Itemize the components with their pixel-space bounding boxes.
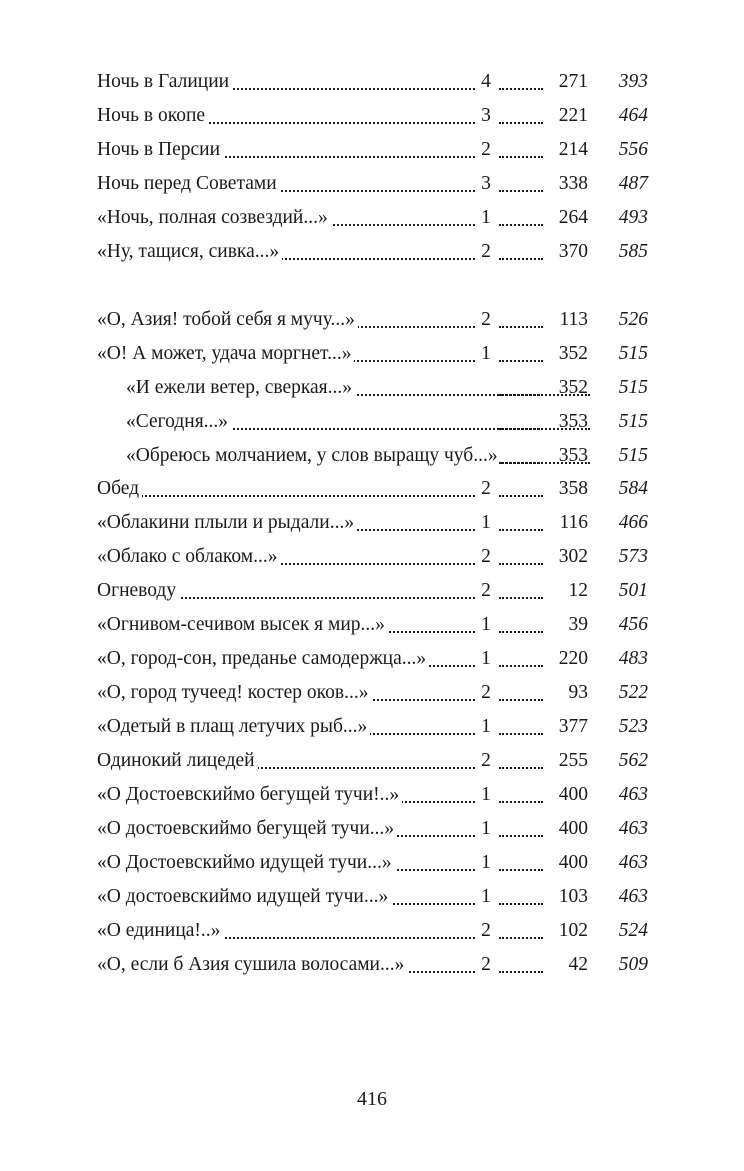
dot-leader [499, 190, 543, 192]
dot-leader [499, 597, 543, 599]
dot-leader [499, 529, 543, 531]
entry-page: 264 [558, 206, 588, 228]
entry-comment-page: 515 [618, 342, 648, 364]
dot-leader [499, 835, 543, 837]
dot-leader [499, 156, 543, 158]
entry-title: «О! А может, удача моргнет...» [97, 343, 354, 364]
entry-comment-page: 456 [618, 614, 648, 636]
dot-leader [499, 903, 543, 905]
entry-comment-page: 584 [618, 478, 648, 500]
entry-title: «Ночь, полная созвездий...» [97, 207, 331, 228]
entry-page: 220 [558, 648, 588, 670]
entry-volume: 2 [477, 914, 495, 948]
entry-page: 271 [558, 71, 588, 92]
entry-volume: 2 [477, 574, 495, 608]
index-entry [0, 846, 744, 880]
index-entry [0, 880, 744, 914]
entry-comment-page: 515 [618, 410, 648, 432]
entry-comment-page: 524 [618, 919, 648, 941]
entry-page: 12 [568, 580, 588, 602]
entry-title: Одинокий лицедей [97, 750, 258, 771]
page-number: 416 [357, 1088, 387, 1110]
index-entry [0, 303, 744, 337]
index-entry [0, 778, 744, 812]
dot-leader [499, 869, 543, 871]
entry-title: «Облако с облаком...» [97, 546, 280, 567]
entry-volume: 1 [477, 778, 495, 812]
dot-leader [499, 428, 543, 430]
entry-title: «Облакини плыли и рыдали...» [97, 512, 357, 533]
index-entry [0, 99, 744, 133]
entry-comment-page: 463 [618, 817, 648, 839]
dot-leader [499, 224, 543, 226]
entry-comment-page: 466 [618, 512, 648, 534]
entry-comment-page: 464 [618, 104, 648, 126]
entry-comment-page: 493 [618, 206, 648, 228]
dot-leader [499, 495, 543, 497]
dot-leader [499, 665, 543, 667]
index-entry [0, 65, 744, 99]
entry-title: «О, если б Азия сушила волосами...» [97, 954, 407, 975]
index-entry [0, 574, 744, 608]
entry-page: 113 [559, 308, 588, 330]
entry-title: Ночь в окопе [97, 105, 208, 126]
entry-page: 116 [559, 512, 588, 534]
entry-volume: 1 [477, 880, 495, 914]
entry-title: «Обреюсь молчанием, у слов выращу чуб...» [126, 445, 501, 466]
entry-title: «И ежели ветер, сверкая...» [126, 377, 355, 398]
entry-page: 352 [558, 342, 588, 364]
entry-title: «О достоевскиймо бегущей тучи...» [97, 818, 397, 839]
index-entry [0, 608, 744, 642]
entry-title: «Одетый в плащ летучих рыб...» [97, 716, 370, 737]
entry-volume: 3 [477, 167, 495, 201]
entry-title: Ночь перед Советами [97, 173, 280, 194]
entry-comment-page: 393 [618, 71, 648, 92]
index-entry [0, 235, 744, 269]
entry-volume: 1 [477, 812, 495, 846]
index-entry [0, 744, 744, 778]
entry-page: 221 [558, 104, 588, 126]
index-entry [0, 812, 744, 846]
index-entry [0, 914, 744, 948]
entry-title: «Огнивом-сечивом высек я мир...» [97, 614, 388, 635]
index-entry [0, 472, 744, 506]
entry-title: «Ну, тащися, сивка...» [97, 241, 282, 262]
entry-volume: 1 [477, 506, 495, 540]
entry-page: 338 [558, 172, 588, 194]
entry-page: 103 [558, 885, 588, 907]
entry-volume: 2 [477, 676, 495, 710]
entry-page: 400 [558, 817, 588, 839]
dot-leader [499, 937, 543, 939]
entry-volume: 2 [477, 303, 495, 337]
entry-comment-page: 515 [618, 444, 648, 466]
entry-volume: 4 [477, 65, 495, 99]
entry-title: Обед [97, 478, 142, 499]
index-entry [0, 439, 744, 473]
entry-page: 400 [558, 784, 588, 805]
dot-leader [499, 631, 543, 633]
entry-volume: 2 [477, 540, 495, 574]
index-entry [0, 540, 744, 574]
entry-comment-page: 515 [618, 376, 648, 398]
entry-comment-page: 522 [618, 682, 648, 704]
entry-comment-page: 501 [618, 580, 648, 602]
entry-comment-page: 585 [618, 240, 648, 262]
entry-title: «О, город-сон, преданье самодержца...» [97, 648, 429, 669]
dot-leader [499, 394, 543, 396]
entry-page: 39 [568, 614, 588, 636]
dot-leader [499, 360, 543, 362]
entry-volume: 2 [477, 472, 495, 506]
entry-title: Ночь в Галиции [97, 71, 232, 92]
entry-volume: 1 [477, 642, 495, 676]
entry-title: «О Достоевскиймо бегущей тучи!..» [97, 784, 402, 805]
entry-volume: 1 [477, 201, 495, 235]
entry-title: Огневоду [97, 580, 179, 601]
entry-page: 353 [558, 444, 588, 466]
entry-comment-page: 556 [618, 138, 648, 160]
entry-volume: 1 [477, 710, 495, 744]
entry-comment-page: 509 [618, 953, 648, 975]
entry-page: 93 [568, 682, 588, 704]
entry-page: 255 [558, 750, 588, 772]
index-entry [0, 710, 744, 744]
dot-leader [499, 326, 543, 328]
entry-title: «О единица!..» [97, 920, 223, 941]
entry-title: «О достоевскиймо идущей тучи...» [97, 886, 391, 907]
dot-leader [499, 699, 543, 701]
dot-leader [499, 971, 543, 973]
entry-volume: 2 [477, 133, 495, 167]
entry-page: 214 [558, 138, 588, 160]
entry-volume: 1 [477, 608, 495, 642]
entry-title: «О, Азия! тобой себя я мучу...» [97, 309, 358, 330]
entry-page: 102 [558, 919, 588, 941]
entry-page: 400 [558, 851, 588, 873]
dot-leader [97, 495, 495, 497]
index-entry [0, 337, 744, 371]
entry-volume: 1 [477, 337, 495, 371]
dot-leader [499, 801, 543, 803]
entry-page: 353 [558, 410, 588, 432]
entry-comment-page: 487 [618, 172, 648, 194]
entry-title: «О, город тучеед! костер оков...» [97, 682, 372, 703]
dot-leader [499, 733, 543, 735]
entry-volume: 1 [477, 846, 495, 880]
index-entry [0, 642, 744, 676]
entry-page: 358 [558, 478, 588, 500]
entry-volume: 3 [477, 99, 495, 133]
dot-leader [499, 462, 543, 464]
entry-comment-page: 523 [618, 716, 648, 738]
entry-comment-page: 463 [618, 784, 648, 805]
dot-leader [499, 122, 543, 124]
entry-title: «Сегодня...» [126, 411, 231, 432]
entry-comment-page: 463 [618, 851, 648, 873]
entry-title: «О Достоевскиймо идущей тучи...» [97, 852, 395, 873]
dot-leader [499, 88, 543, 90]
index-entry [0, 506, 744, 540]
index-entry [0, 676, 744, 710]
entry-comment-page: 562 [618, 750, 648, 772]
entry-page: 352 [558, 376, 588, 398]
dot-leader [499, 258, 543, 260]
index-entry [0, 201, 744, 235]
dot-leader [499, 767, 543, 769]
entry-page: 377 [558, 716, 588, 738]
entry-volume: 2 [477, 744, 495, 778]
entry-comment-page: 526 [618, 308, 648, 330]
entry-volume: 2 [477, 235, 495, 269]
dot-leader [499, 563, 543, 565]
index-entry [0, 371, 744, 405]
entry-comment-page: 463 [618, 885, 648, 907]
entry-comment-page: 573 [618, 546, 648, 568]
entry-title: Ночь в Персии [97, 139, 223, 160]
entry-volume: 2 [477, 948, 495, 982]
index-entry [0, 948, 744, 982]
index-entry [0, 133, 744, 167]
index-entry [0, 405, 744, 439]
index-entry [0, 167, 744, 201]
entry-comment-page: 483 [618, 648, 648, 670]
entry-page: 370 [558, 240, 588, 262]
entry-page: 42 [568, 953, 588, 975]
entry-page: 302 [558, 546, 588, 568]
